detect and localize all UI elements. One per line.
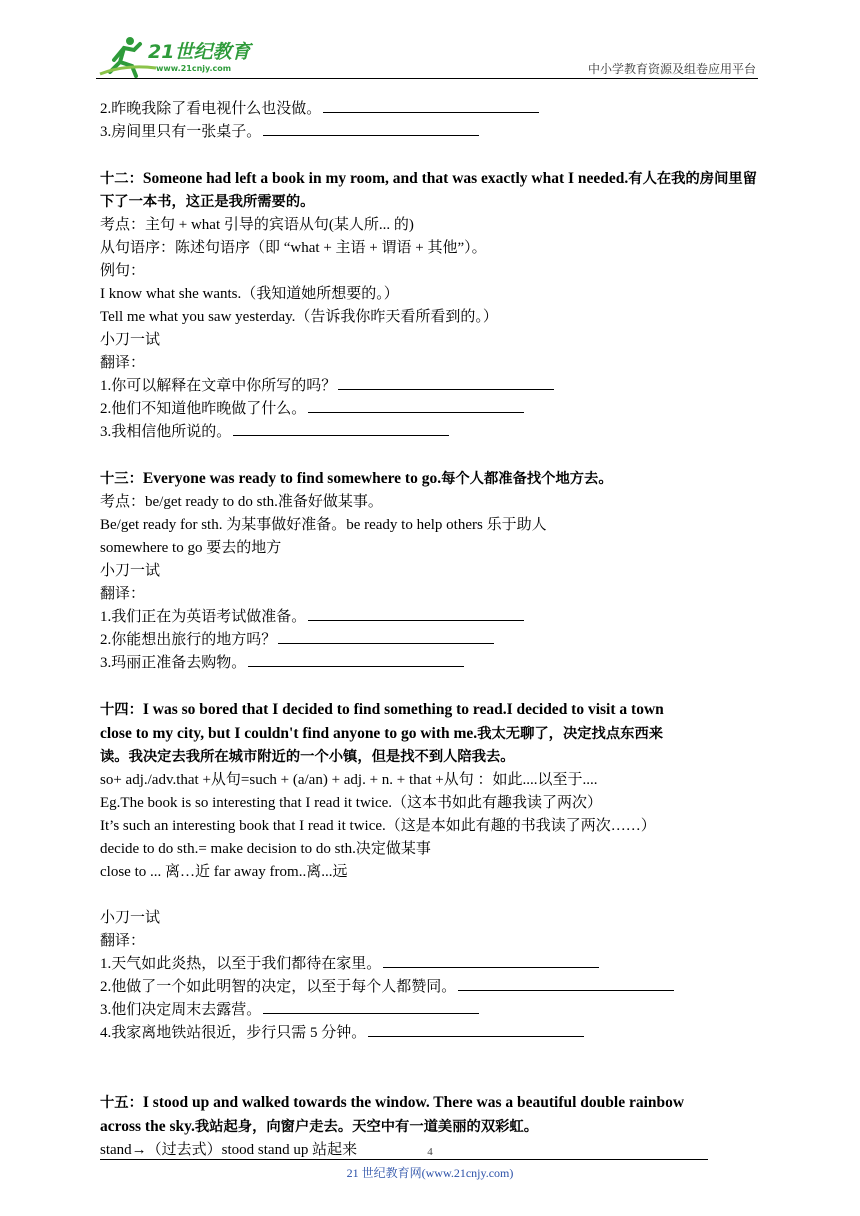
exercise-line: 4.我家离地铁站很近，步行只需 5 分钟。 (100, 1022, 765, 1045)
document-body (100, 98, 765, 1162)
page-header (96, 34, 760, 80)
logo-text: 21世纪教育 (148, 41, 251, 63)
text-line: 从句语序：陈述句语序（即 “what + 主语 + 谓语 + 其他”）。 (100, 240, 487, 256)
text-line: It’s such an interesting book that I read it twice.（这是本如此有趣的书我读了两次……） (100, 818, 656, 834)
text-line: 小刀一试 (100, 332, 161, 348)
text-line: 翻译： (100, 933, 146, 949)
section-14-heading-cont: 读。我决定去我所在城市附近的一个小镇，但是找不到人陪我去。 (100, 749, 515, 765)
section-14-heading-cont: close to my city, but I couldn't find anyone to go with me.我太无聊了，决定找点东西来 (100, 725, 664, 742)
text-line: I know what she wants.（我知道她所想要的。） (100, 286, 399, 302)
text-line: somewhere to go 要去的地方 (100, 540, 282, 556)
answer-blank[interactable] (338, 376, 554, 390)
exercise-line: 2.他做了一个如此明智的决定，以至于每个人都赞同。 (100, 976, 765, 999)
text-line: 小刀一试 (100, 563, 161, 579)
text-line: 小刀一试 (100, 910, 161, 926)
answer-blank[interactable] (383, 954, 599, 968)
exercise-line: 1.你可以解释在文章中你所写的吗？ (100, 375, 765, 398)
answer-blank[interactable] (248, 653, 464, 667)
answer-blank[interactable] (458, 977, 674, 991)
text-line: stand→（过去式）stood stand up 站起来 (100, 1142, 358, 1158)
answer-blank[interactable] (308, 399, 524, 413)
section-13-heading: 十三：Everyone was ready to find somewhere to go.每个人都准备找个地方去。 (100, 470, 613, 487)
text-line: 考点：主句 + what 引导的宾语从句(某人所... 的) (100, 217, 414, 233)
text-line: Be/get ready for sth. 为某事做好准备。be ready to help others 乐于助人 (100, 517, 547, 533)
platform-name: 中小学教育资源及组卷应用平台 (587, 62, 756, 76)
section-14-heading: 十四：I was so bored that I decided to find something to read.I decided to visit a town (100, 701, 664, 718)
section-15-heading: 十五：I stood up and walked towards the window. There was a beautiful double rainbow (100, 1094, 685, 1111)
exercise-line: 3.房间里只有一张桌子。 (100, 121, 765, 144)
text-line: Tell me what you saw yesterday.（告诉我你昨天看所看到的。） (100, 309, 498, 325)
footer-divider (100, 1159, 708, 1160)
answer-blank[interactable] (278, 630, 494, 644)
text-line: Eg.The book is so interesting that I read it twice.（这本书如此有趣我读了两次） (100, 795, 603, 811)
footer-site-link[interactable]: 21 世纪教育网(www.21cnjy.com) (346, 1166, 514, 1180)
exercise-line: 3.他们决定周末去露营。 (100, 999, 765, 1022)
section-12-heading: 十二：Someone had left a book in my room, and that was exactly what I needed.有人在我的房间里留下了一本书，这正是我所需要的。 (100, 170, 757, 210)
exercise-line: 3.我相信他所说的。 (100, 421, 765, 444)
logo-url: www.21cnjy.com (156, 64, 232, 73)
text-line: 例句： (100, 263, 146, 279)
text-line: so+ adj./adv.that +从句=such + (a/an) + adj. + n. + that +从句 ：如此....以至于.... (100, 772, 598, 788)
exercise-line: 2.他们不知道他昨晚做了什么。 (100, 398, 765, 421)
answer-blank[interactable] (308, 607, 524, 621)
text-line: 翻译： (100, 586, 146, 602)
text-line: 翻译： (100, 355, 146, 371)
exercise-line: 3.玛丽正准备去购物。 (100, 652, 765, 675)
answer-blank[interactable] (233, 422, 449, 436)
answer-blank[interactable] (263, 122, 479, 136)
page-number: 4 (427, 1146, 433, 1158)
answer-blank[interactable] (368, 1023, 584, 1037)
logo (96, 34, 266, 78)
exercise-line: 1.我们正在为英语考试做准备。 (100, 606, 765, 629)
answer-blank[interactable] (263, 1000, 479, 1014)
text-line: decide to do sth.= make decision to do sth.决定做某事 (100, 841, 431, 857)
text-line: close to ... 离…近 far away from..离...远 (100, 864, 348, 880)
exercise-line: 1.天气如此炎热，以至于我们都待在家里。 (100, 953, 765, 976)
header-divider (96, 78, 758, 79)
section-15-heading-cont: across the sky.我站起身，向窗户走去。天空中有一道美丽的双彩虹。 (100, 1118, 539, 1135)
answer-blank[interactable] (323, 99, 539, 113)
exercise-line: 2.你能想出旅行的地方吗？ (100, 629, 765, 652)
exercise-line: 2.昨晚我除了看电视什么也没做。 (100, 98, 765, 121)
text-line: 考点：be/get ready to do sth.准备好做某事。 (100, 494, 383, 510)
